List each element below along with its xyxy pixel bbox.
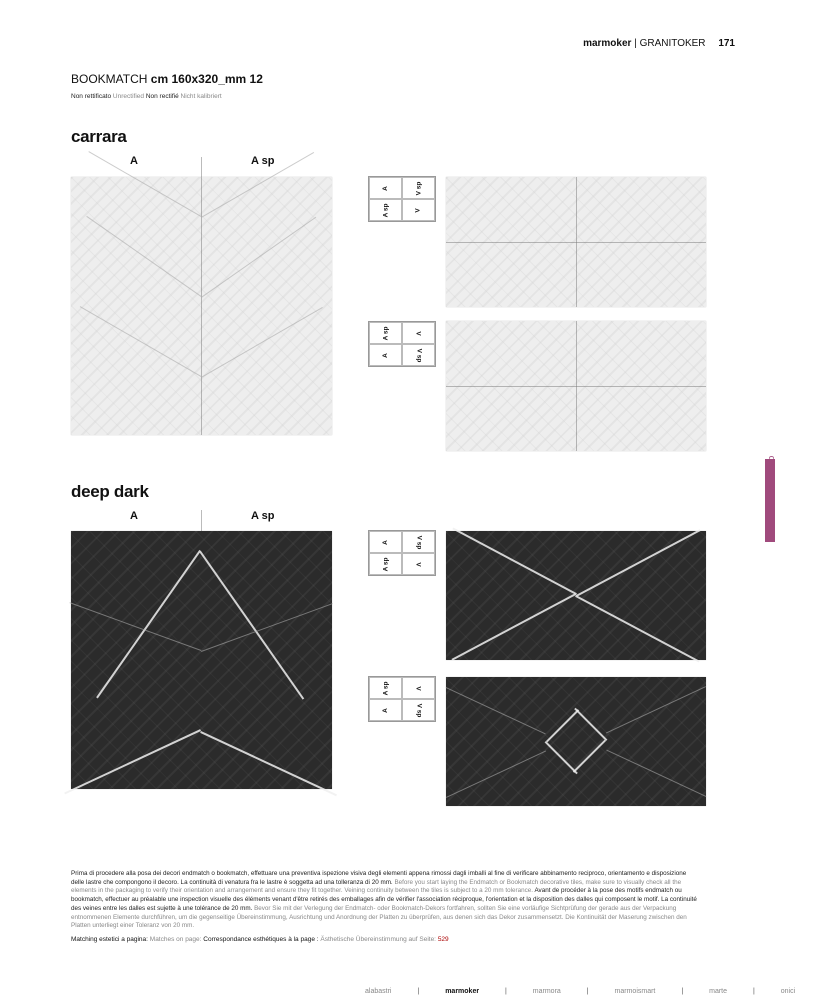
key-asp: A sp — [381, 326, 389, 340]
title-prefix: BOOKMATCH — [71, 72, 148, 86]
nav-item-onici[interactable]: onici — [780, 988, 796, 995]
layout-key-grid — [368, 530, 436, 576]
matching-it: Matching estetici a pagina: — [71, 936, 148, 943]
label-a-sp: A sp — [251, 155, 275, 167]
nav-separator: | — [681, 988, 684, 995]
matching-reference — [71, 936, 449, 943]
footer-it: Prima di procedere alla posa dei decori endmatch o bookmatch, effettuare una preventiva ispezione visiva degli elementi appena rimossi dagli imballi al fine di verificare abbinamento reciproco, orientamento e disposizione delle lastre che compongono il decoro. La continuità di venatura fra le lastre è soggetta ad una tolleranza di 20 mm. — [71, 870, 687, 886]
nav-separator: | — [505, 988, 507, 995]
deep-dark-layout-2 — [446, 677, 706, 806]
footer-de: Bevor Sie mit der Verlegung der Endmatch- oder Bookmatch-Dekors fortfahren, sollten Sie eine vorläufige Sichtprüfung der gerade aus der Verpackung entnommenen Elemente durchführen, um die gegenseitige Übereinstimmung, Ausrichtung und Anordnung der Platten zu überprüfen, aus denen sich das Dekor zusammensetzt. Die Kontinuität der Maserung zwischen den Platten unterliegt einer Toleranz von 20 mm. — [71, 904, 687, 930]
label-a: A — [130, 510, 138, 522]
nav-item-marmoismart[interactable]: marmoismart — [614, 988, 656, 995]
key-v: V — [415, 330, 422, 336]
carrara-layout-1 — [446, 177, 706, 307]
nav-separator: | — [752, 988, 755, 995]
subtitle-fr: Non rectifié — [145, 93, 179, 100]
key-a: A — [381, 707, 389, 713]
label-a-sp: A sp — [251, 510, 275, 522]
nav-item-marte[interactable]: marte — [709, 988, 728, 995]
nav-item-marmoker[interactable]: marmoker — [445, 988, 480, 995]
key-a: A — [381, 539, 389, 545]
page-header — [583, 38, 735, 49]
deep-dark-bookmatch-slab — [71, 531, 332, 789]
collection-name: GRANITOKER — [639, 38, 706, 49]
deep-dark-layout-1 — [446, 531, 706, 660]
key-v: V — [415, 561, 422, 567]
section-title-deep-dark: deep dark — [71, 482, 149, 501]
subtitle-en: Unrectified — [112, 93, 144, 100]
key-vsp: V sp — [414, 535, 422, 549]
subtitle-de: Nicht kalibriert — [180, 93, 222, 100]
key-vsp: V sp — [414, 181, 422, 195]
layout-key-grid — [368, 676, 436, 722]
key-v: V — [415, 685, 422, 691]
page-title — [71, 72, 263, 86]
matching-fr: Correspondance esthétiques à la page : — [203, 936, 319, 943]
key-asp: A sp — [381, 557, 389, 571]
key-a: A — [381, 352, 389, 358]
matching-en: Matches on page: — [149, 936, 202, 943]
bottom-nav — [365, 988, 819, 995]
nav-item-marmora[interactable]: marmora — [532, 988, 561, 995]
page-subtitle — [71, 93, 222, 100]
key-asp: A sp — [381, 681, 389, 695]
matching-page-link[interactable]: 529 — [437, 936, 449, 943]
slab-divider — [201, 157, 202, 177]
slab-divider — [201, 510, 202, 531]
page-number: 171 — [718, 38, 735, 49]
layout-key-grid — [368, 176, 436, 222]
header-separator: | — [634, 38, 637, 49]
footer-en: Before you start laying the Endmatch or Bookmatch decorative tiles, make sure to visually check all the elements in the packaging to verify their orientation and arrangement and ensure they fit together. Veining continuity between the tiles is subject to a 20 mm tolerance. — [71, 878, 682, 895]
layout-key-grid — [368, 321, 436, 367]
key-v: V — [415, 207, 422, 213]
nav-item-alabastri[interactable]: alabastri — [365, 988, 392, 995]
key-asp: A sp — [381, 203, 389, 217]
carrara-bookmatch-slab — [71, 177, 332, 435]
key-vsp: V sp — [414, 348, 422, 362]
subtitle-it: Non rettificato — [71, 93, 112, 100]
label-a: A — [130, 155, 138, 167]
key-vsp: V sp — [414, 703, 422, 717]
footer-notes — [71, 870, 701, 931]
joint-h — [446, 386, 706, 387]
matching-de: Ästhetische Übereinstimmung auf Seite: — [320, 936, 436, 943]
side-tab-label: ecomarmo — [766, 455, 776, 499]
title-size: cm 160x320_mm 12 — [150, 72, 263, 86]
footer-fr: Avant de procéder à la pose des motifs endmatch ou bookmatch, effectuer au préalable une inspection visuelle des éléments venant d'être retirés des emballages afin de vérifier l'association réciproque, l'orientation et la disposition des dalles qui composent le motif. La continuité des veines entre les dalles est sujette à une tolérance de 20 mm. — [71, 887, 697, 912]
key-a: A — [381, 185, 389, 191]
nav-separator: | — [586, 988, 589, 995]
section-title-carrara: carrara — [71, 127, 127, 146]
brand-name: marmoker — [583, 38, 632, 49]
joint-h — [446, 242, 706, 243]
nav-separator: | — [417, 988, 420, 995]
carrara-layout-2 — [446, 321, 706, 451]
